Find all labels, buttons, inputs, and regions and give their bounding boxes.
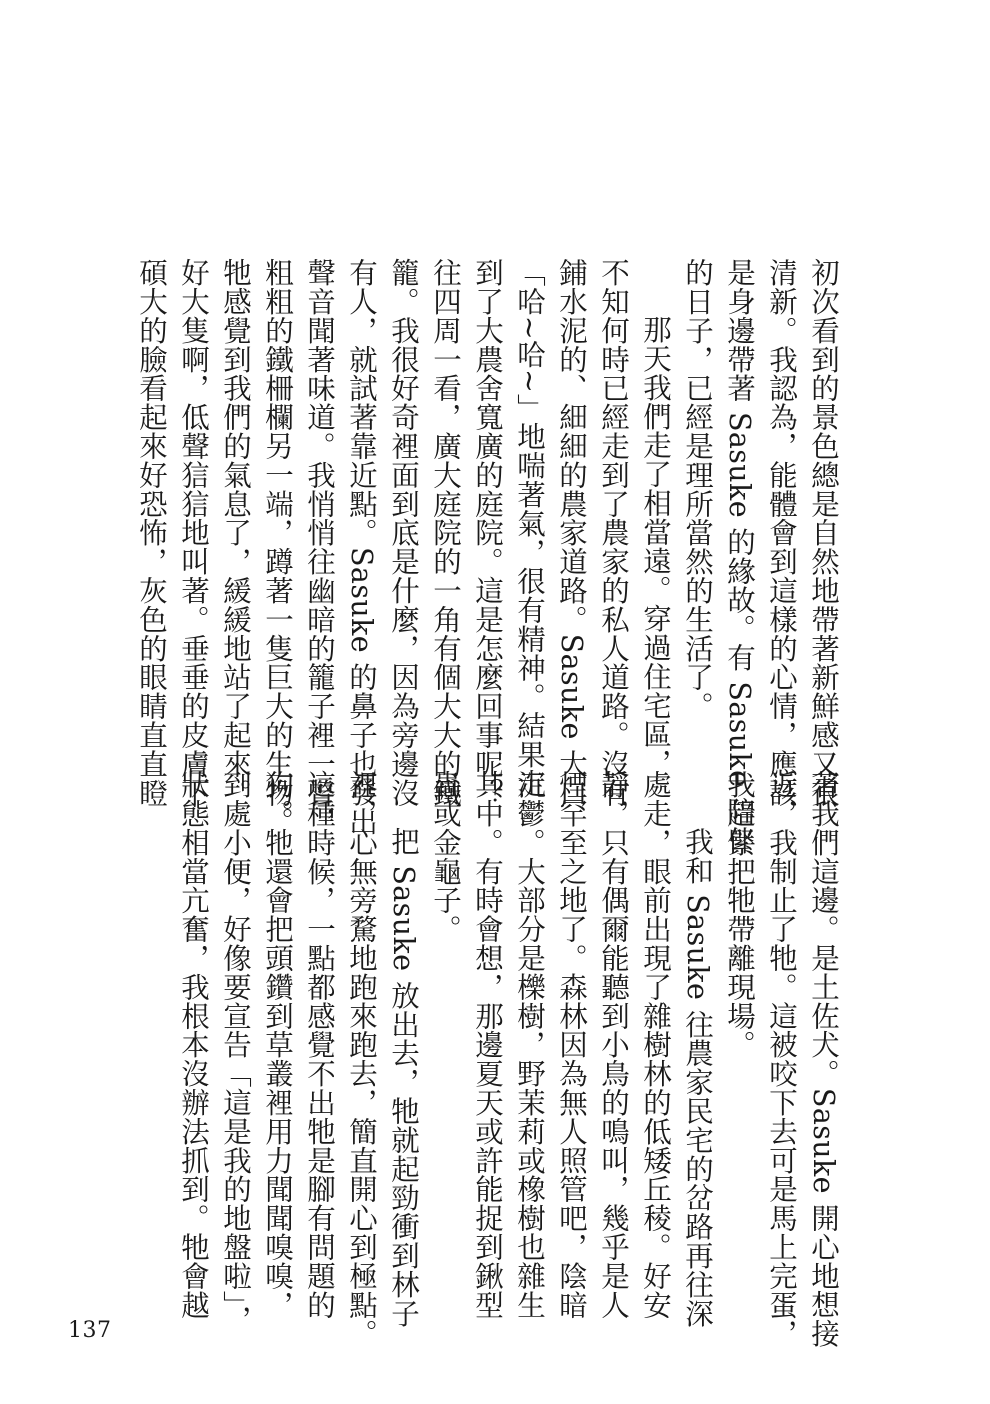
page-number: 137 [68,1318,112,1343]
text-column: 是身邊帶著 Sasuke 的緣故。有 Sasuke 陪伴 [723,258,756,855]
text-column: 粗粗的鐵柵欄另一端，蹲著一隻巨大的生物。 [261,258,294,836]
text-column: 我趕緊把牠帶離現場。 [723,770,756,1059]
text-column: 聲音聞著味道。我悄悄往幽暗的籠子裡一瞥， [303,258,336,836]
text-column: 蟲或金龜子。 [429,770,462,944]
text-column: 裡，心無旁騖地跑來跑去，簡直開心到極點。 [345,770,378,1348]
text-column: 煙罕至之地了。森林因為無人照管吧，陰暗 [555,770,588,1320]
text-column: 不知何時已經走到了農家的私人道路。沒有 [597,258,630,808]
text-column: 處走，眼前出現了雜樹林的低矮丘稜。好安 [639,770,672,1320]
text-column: 狗。牠還會把頭鑽到草叢裡用力聞聞嗅嗅， [261,770,294,1320]
text-column: 碩大的臉看起來好恐怖，灰色的眼睛直直瞪 [135,258,168,808]
text-column-paragraph-start: 那天我們走了相當遠。穿過住宅區， [639,315,672,778]
text-column: 牠感覺到我們的氣息了，緩緩地站了起來。 [219,258,252,808]
text-column-paragraph-start: 我和 Sasuke 往農家民宅的岔路再往深 [681,827,714,1328]
text-column: 著我們這邊。是土佐犬。Sasuke 開心地想接 [807,770,840,1348]
text-column: 沉鬱。大部分是櫟樹，野茉莉或橡樹也雜生 [513,770,546,1320]
text-column: 近，我制止了牠。這被咬下去可是馬上完蛋， [765,770,798,1348]
text-column-paragraph-start: 把 Sasuke 放出去，牠就起勁衝到林子 [387,827,420,1328]
text-column: 到處小便，好像要宣告「這是我的地盤啦」， [219,770,252,1334]
text-column: 其中。有時會想，那邊夏天或許能捉到鍬型 [471,770,504,1320]
text-column: 鋪水泥的、細細的農家道路。Sasuke 大口 [555,258,588,807]
text-column: 清新。我認為，能體會到這樣的心情，應該 [765,258,798,808]
text-column: 籠。我很好奇裡面到底是什麼，因為旁邊沒 [387,258,420,808]
text-column: 往四周一看，廣大庭院的一角有個大大的鐵 [429,258,462,808]
text-column: 好大隻啊，低聲狺狺地叫著。垂垂的皮膚下 [177,258,210,808]
bottom-text-block [172,770,844,1348]
text-column: 靜，只有偶爾能聽到小鳥的鳴叫，幾乎是人 [597,770,630,1320]
top-text-block [130,258,844,855]
text-column: 初次看到的景色總是自然地帶著新鮮感又很 [807,258,840,808]
text-column: 到了大農舍寬廣的庭院。這是怎麼回事呢？ [471,258,504,808]
text-column: 的日子，已經是理所當然的生活了。 [681,258,714,721]
text-column: 「哈∼哈∼」地喘著氣，很有精神。結果走 [513,258,546,798]
text-column: 有人，就試著靠近點。Sasuke 的鼻子也發出 [345,258,378,836]
text-column: 這種時候，一點都感覺不出牠是腳有問題的 [303,770,336,1320]
text-column: 狀態相當亢奮，我根本沒辦法抓到。牠會越 [177,770,210,1320]
